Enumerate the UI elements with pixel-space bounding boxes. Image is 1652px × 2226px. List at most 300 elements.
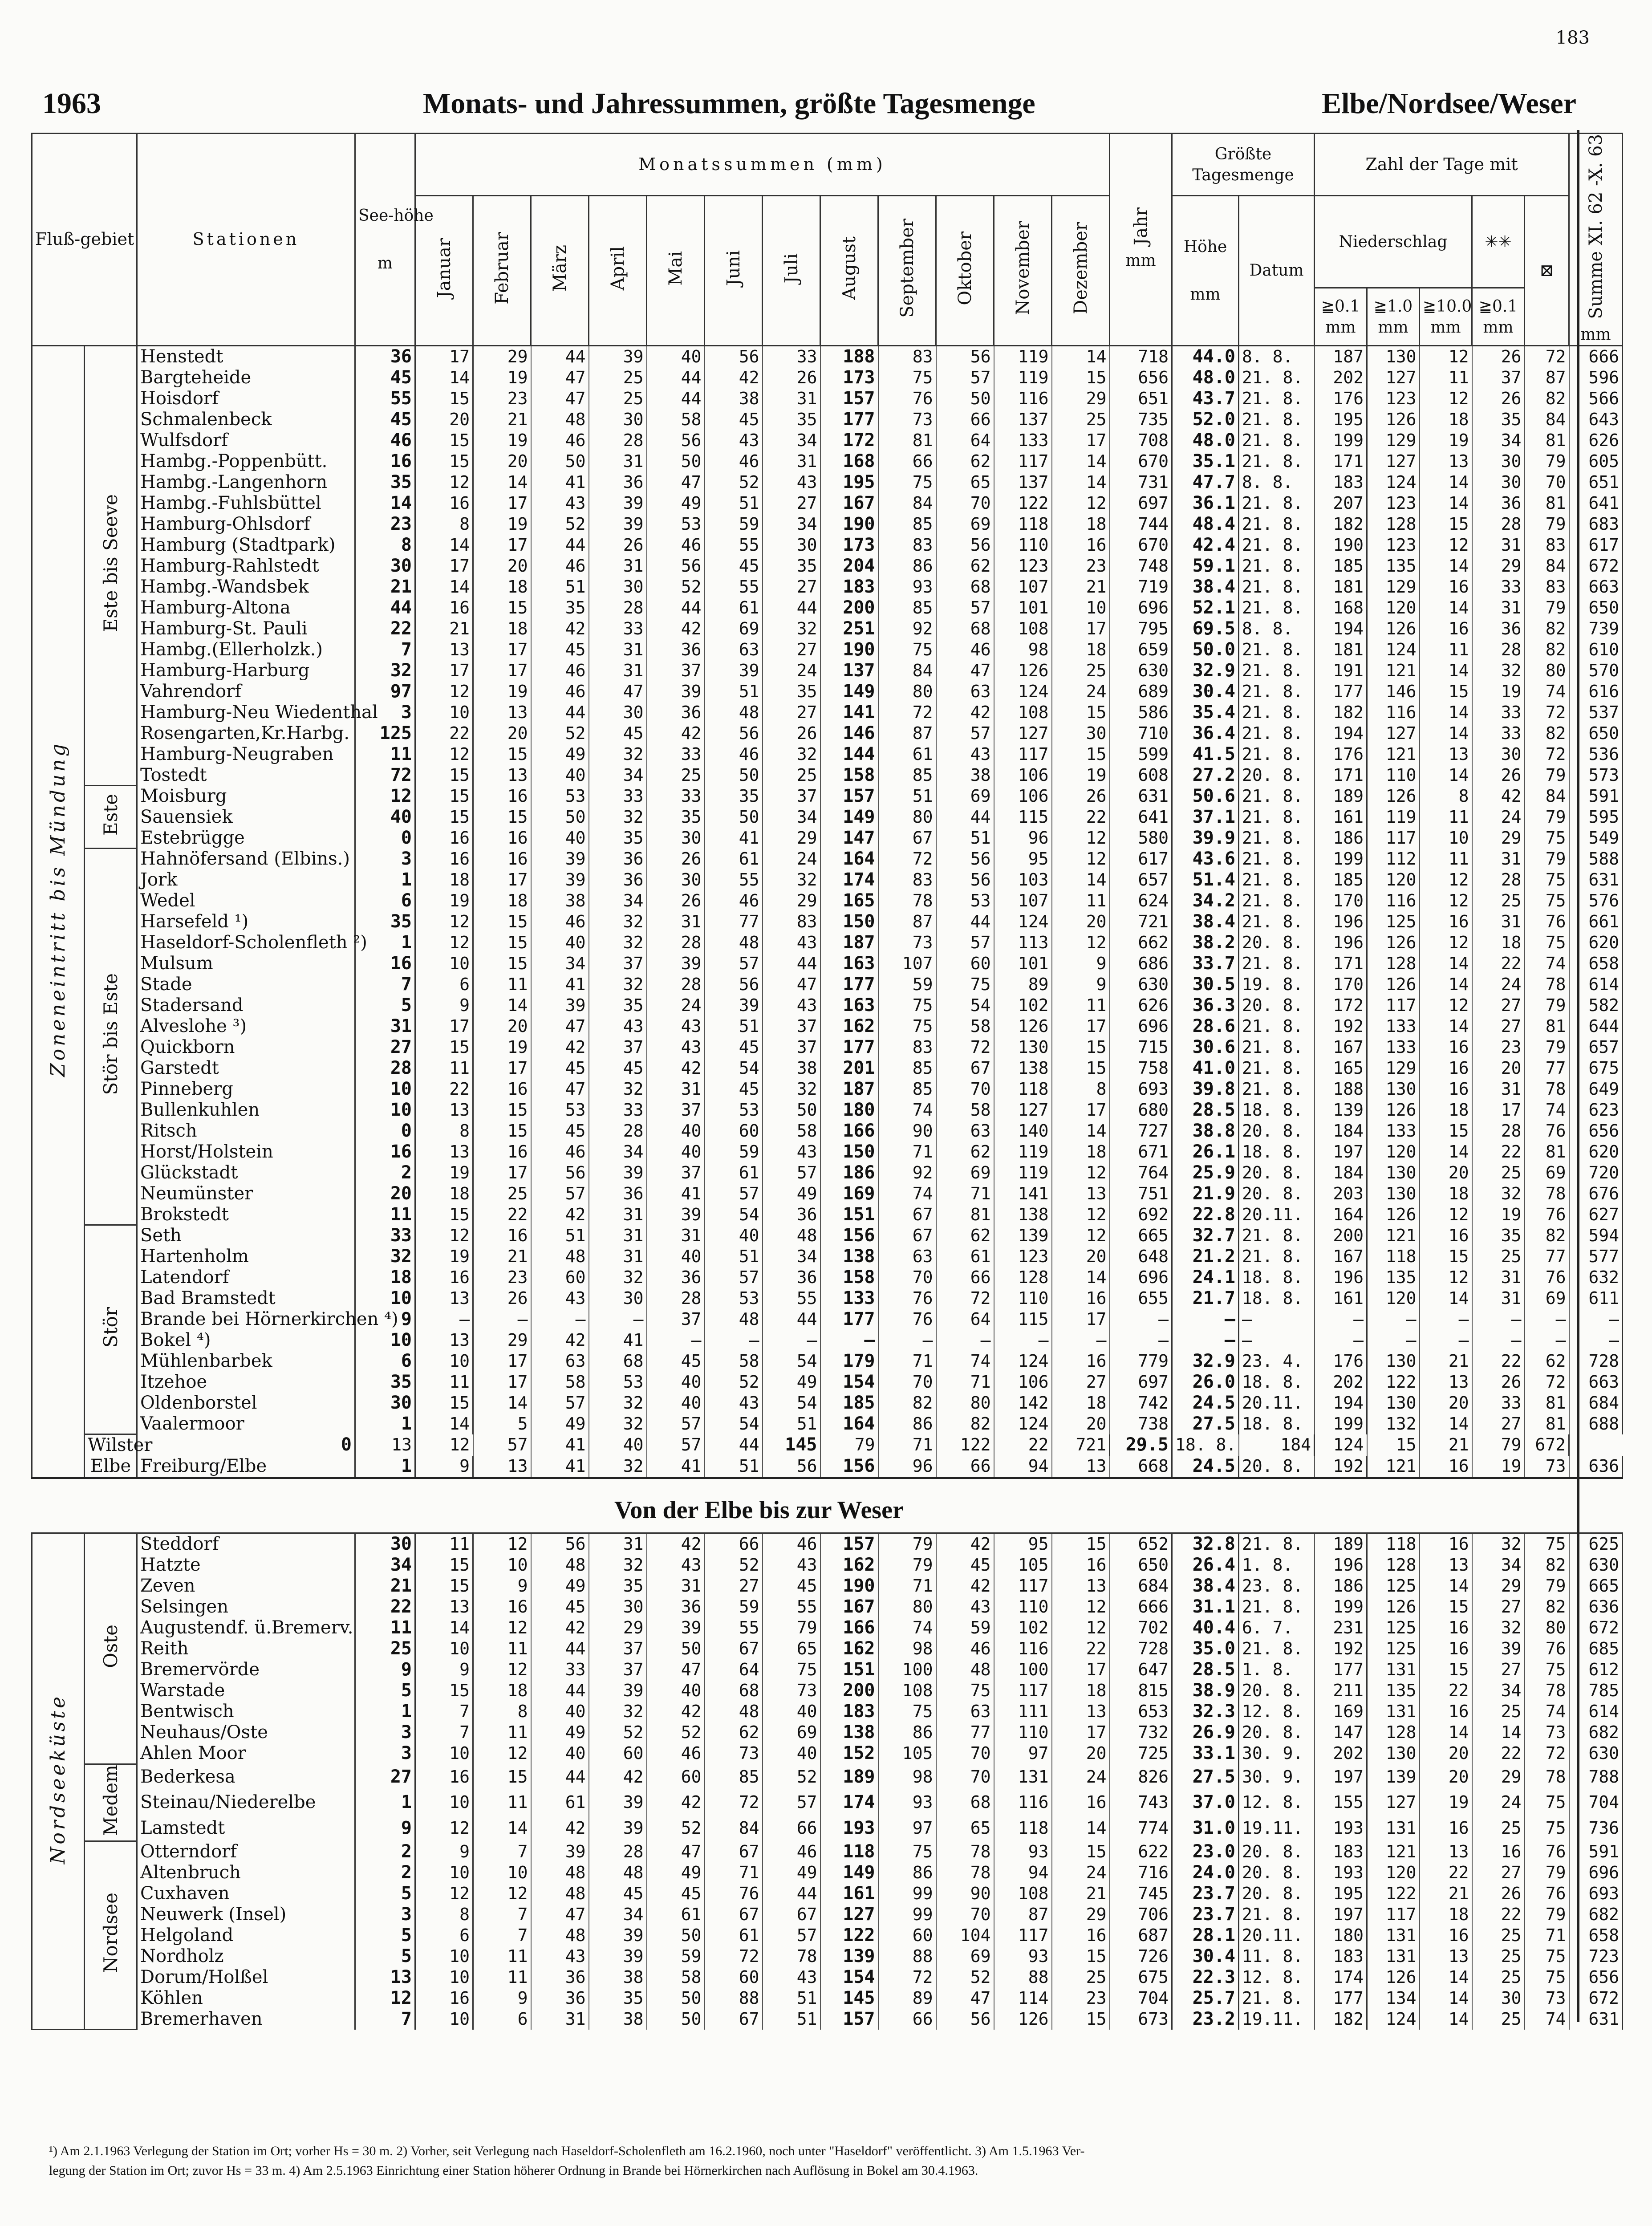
value-cell: 98 [878,1638,936,1659]
value-cell: 31 [589,556,647,577]
date-cell: 20.11. [1239,1925,1315,1946]
value-cell: 48 [705,1701,763,1722]
value-cell: 47 [936,660,994,681]
value-cell: 173 [820,535,878,556]
value-cell: 65 [936,1816,994,1841]
value-cell: 40 [647,1680,705,1701]
value-cell: 16 [1052,1555,1110,1576]
value-cell: 14 [1420,723,1472,744]
value-cell: 71 [936,1183,994,1204]
value-cell: 82 [878,1393,936,1414]
value-cell: 10 [473,1555,531,1576]
value-cell: – [1052,1330,1110,1351]
value-cell: 38.9 [1172,1680,1239,1701]
value-cell: 52.1 [1172,597,1239,618]
value-cell: 18 [1052,1393,1110,1414]
table-row [32,744,1623,765]
value-cell: 20 [1420,1162,1472,1183]
value-cell: 38 [936,765,994,786]
value-cell: 594 [1569,1225,1623,1246]
hoehe-label: Höhe [1183,237,1227,256]
value-cell: 55 [705,577,763,597]
station-name: Stadersand [137,995,355,1016]
value-cell: 128 [994,1267,1052,1288]
value-cell: 124 [994,1414,1052,1434]
value-cell: 130 [1367,1351,1420,1372]
value-cell: – [1420,1330,1472,1351]
value-cell: 61 [531,1790,589,1816]
value-cell: – [1110,1309,1172,1330]
value-cell: 29 [1052,1904,1110,1925]
value-cell: 39 [589,1946,647,1967]
value-cell: 127 [1367,451,1420,472]
station-name: Hambg.(Ellerholzk.) [137,639,355,660]
value-cell: 52 [705,472,763,493]
value-cell: 50 [647,1638,705,1659]
value-cell: 29 [763,890,820,911]
value-cell: 94 [994,1862,1052,1883]
value-cell: 11 [473,974,531,995]
date-cell: 21. 8. [1239,1533,1315,1555]
value-cell: 22 [1472,953,1525,974]
value-cell: 135 [1367,1267,1420,1288]
value-cell: 69 [936,1162,994,1183]
value-cell: 176 [1315,1351,1367,1372]
value-cell: 1 [355,932,415,953]
value-cell: 75 [878,472,936,493]
value-cell: 631 [1110,786,1172,807]
value-cell: 79 [1525,1904,1569,1925]
value-cell: 51 [531,1225,589,1246]
value-cell: 3 [355,702,415,723]
value-cell: 126 [1367,618,1420,639]
value-cell: 117 [1367,995,1420,1016]
value-cell: 24.0 [1172,1862,1239,1883]
month-label: Oktober [954,231,975,305]
value-cell: 30 [1472,1988,1525,2009]
value-cell: 8 [1052,1079,1110,1100]
col-ge100 [1420,288,1472,345]
value-cell: 131 [1367,1659,1420,1680]
value-cell: 22 [1052,807,1110,828]
value-cell: 22 [1472,1743,1525,1764]
value-cell: 28 [355,1058,415,1079]
date-cell: 21. 8. [1239,1904,1315,1925]
value-cell: 32 [589,807,647,828]
value-cell: 17 [1052,1309,1110,1330]
value-cell: 11 [415,1372,473,1393]
value-cell: 59 [936,1617,994,1638]
col-datum [1239,196,1315,346]
station-name: Hamburg-St. Pauli [137,618,355,639]
value-cell: 12 [355,1988,415,2009]
value-cell: 54 [936,995,994,1016]
value-cell: 43 [763,1141,820,1162]
table-row [32,430,1623,451]
value-cell: 33 [1472,1393,1525,1414]
value-cell: 738 [1110,1414,1172,1434]
value-cell: 59 [647,1946,705,1967]
value-cell: 26.9 [1172,1722,1239,1743]
value-cell: 12 [415,1883,473,1904]
value-cell: 14 [1420,974,1472,995]
value-cell: 2 [355,1162,415,1183]
value-cell: 77 [1525,1058,1569,1079]
value-cell: 211 [1315,1680,1367,1701]
value-cell: 52 [936,1967,994,1988]
table-row [32,1862,1623,1883]
value-cell: 17 [415,345,473,367]
value-cell: 18 [355,1267,415,1288]
value-cell: 20 [355,1183,415,1204]
date-cell: 30. 9. [1239,1743,1315,1764]
value-cell: 118 [1367,1246,1420,1267]
value-cell: 23 [1052,1988,1110,2009]
value-cell: 22 [1052,1638,1110,1659]
value-cell: 34 [589,890,647,911]
value-cell: 12 [1052,828,1110,849]
value-cell: 21 [355,577,415,597]
value-cell: 652 [1110,1533,1172,1555]
value-cell: 641 [1569,493,1623,514]
table-row [32,472,1623,493]
value-cell: 72 [936,1288,994,1309]
value-cell: 44 [531,535,589,556]
value-cell: 13 [1420,744,1472,765]
value-cell: 12 [1052,1162,1110,1183]
value-cell: 13 [415,1330,473,1351]
value-cell: 28 [1472,639,1525,660]
value-cell: 92 [878,618,936,639]
value-cell: 721 [1052,1434,1110,1456]
value-cell: 758 [1110,1058,1172,1079]
value-cell: 18 [1420,1100,1472,1121]
value-cell: 74 [1525,1701,1569,1722]
month-label: Dezember [1070,222,1091,314]
value-cell: 200 [1315,1225,1367,1246]
table-row [32,995,1623,1016]
value-cell: 110 [994,1288,1052,1309]
station-name: Neuwerk (Insel) [137,1904,355,1925]
value-cell: 62 [936,556,994,577]
value-cell: 10 [355,1330,415,1351]
station-name: Jork [137,869,355,890]
value-cell: 123 [994,1246,1052,1267]
value-cell: 123 [1367,493,1420,514]
value-cell: 15 [1420,1121,1472,1141]
value-cell: 32.9 [1172,660,1239,681]
value-cell: 162 [820,1638,878,1659]
value-cell: 25 [589,388,647,409]
value-cell: 62 [936,451,994,472]
value-cell: 106 [994,1372,1052,1393]
value-cell: 49 [531,1576,589,1596]
table-row [32,1246,1623,1267]
value-cell: 15 [473,1764,531,1790]
station-name: Harsefeld ¹) [137,911,355,932]
value-cell: 58 [705,1351,763,1372]
value-cell: 12 [473,1883,531,1904]
value-cell: 32 [589,1701,647,1722]
date-cell: 21. 8. [1239,597,1315,618]
date-cell: 20.11. [1239,1393,1315,1414]
value-cell: 20 [473,451,531,472]
value-cell: 15 [473,807,531,828]
value-cell: 14 [1420,1722,1472,1743]
table-row [32,869,1623,890]
value-cell: 25 [1472,2009,1525,2030]
station-name: Lamstedt [137,1816,355,1841]
value-cell: 23 [1052,556,1110,577]
value-cell: 24 [1472,1790,1525,1816]
value-cell: 28 [589,1841,647,1862]
value-cell: 59 [705,514,763,535]
station-name: Hambg.-Fuhlsbüttel [137,493,355,514]
threshold-label: ≧1.0 [1373,297,1413,316]
value-cell: 48 [531,1925,589,1946]
value-cell: 42 [647,1701,705,1722]
value-cell: 34 [1472,1680,1525,1701]
value-cell: 28 [647,974,705,995]
value-cell: 21 [415,618,473,639]
value-cell: 32 [763,1079,820,1100]
value-cell: 19 [1472,681,1525,702]
value-cell: 149 [820,681,878,702]
value-cell: 687 [1110,1925,1172,1946]
value-cell: 78 [936,1862,994,1883]
value-cell: 20 [473,1016,531,1037]
value-cell: 30 [589,702,647,723]
value-cell: 138 [820,1246,878,1267]
value-cell: 42 [589,1764,647,1790]
value-cell: 16 [473,786,531,807]
value-cell: 43 [531,493,589,514]
value-cell: 8 [473,1701,531,1722]
value-cell: 168 [1315,597,1367,618]
date-cell: 8. 8. [1239,618,1315,639]
value-cell: 28.5 [1172,1659,1239,1680]
value-cell: 75 [878,367,936,388]
table-row [32,890,1623,911]
value-cell: 6 [415,974,473,995]
value-cell: 668 [1110,1456,1172,1478]
station-name: Bremervörde [137,1659,355,1680]
col-zahl [1315,134,1569,196]
value-cell: 56 [936,869,994,890]
value-cell: 5 [355,1946,415,1967]
value-cell: – [1569,1330,1623,1351]
value-cell: 692 [1110,1204,1172,1225]
jahr-label: Jahr [1130,207,1151,246]
value-cell: 44 [763,597,820,618]
value-cell: 57 [473,1434,531,1456]
value-cell: 32 [763,618,820,639]
value-cell: 80 [936,1393,994,1414]
value-cell: 30 [589,1288,647,1309]
col-month-2 [473,196,531,346]
value-cell: 11 [1052,890,1110,911]
value-cell: 110 [994,1596,1052,1617]
value-cell: 193 [1315,1816,1367,1841]
value-cell: 696 [1110,1267,1172,1288]
value-cell: 121 [1367,1456,1420,1478]
value-cell: 37 [763,1016,820,1037]
value-cell: 46 [763,1533,820,1555]
value-cell: 76 [705,1883,763,1904]
river-label-cell [85,786,137,849]
value-cell: 21 [355,1576,415,1596]
value-cell: 17 [1052,618,1110,639]
value-cell: 11 [1420,849,1472,869]
value-cell: 13 [1420,1372,1472,1393]
value-cell: 53 [647,514,705,535]
value-cell: 14 [1420,597,1472,618]
value-cell: 36.3 [1172,995,1239,1016]
value-cell: 19 [473,514,531,535]
value-cell: 53 [705,1288,763,1309]
value-cell: 123 [994,556,1052,577]
station-name: Zeven [137,1576,355,1596]
station-name: Glückstadt [137,1162,355,1183]
value-cell: 15 [473,932,531,953]
value-cell: 168 [820,451,878,472]
station-name: Hambg.-Poppenbütt. [137,451,355,472]
station-name: Hambg.-Wandsbek [137,577,355,597]
value-cell: 183 [1315,1946,1367,1967]
value-cell: 157 [820,388,878,409]
value-cell: 74 [878,1100,936,1121]
value-cell: 29 [473,345,531,367]
value-cell: 133 [1367,1121,1420,1141]
value-cell: 39 [589,1925,647,1946]
value-cell: 85 [878,1058,936,1079]
station-name: Itzehoe [137,1372,355,1393]
value-cell: 204 [820,556,878,577]
value-cell: 231 [1315,1617,1367,1638]
value-cell: 69 [1525,1288,1569,1309]
value-cell: 0 [355,1121,415,1141]
value-cell: 10 [355,1079,415,1100]
value-cell: 59.1 [1172,556,1239,577]
value-cell: 32 [589,744,647,765]
month-label: Juni [723,250,744,286]
value-cell: 40 [531,1701,589,1722]
value-cell: 154 [820,1967,878,1988]
value-cell: 188 [1315,1079,1367,1100]
value-cell: 17 [1052,1016,1110,1037]
value-cell: 30 [355,556,415,577]
value-cell: 2 [355,1841,415,1862]
value-cell: 9 [415,1456,473,1478]
value-cell: 118 [994,1079,1052,1100]
value-cell: 85 [705,1764,763,1790]
value-cell: 56 [936,849,994,869]
table-row [32,1225,1623,1246]
value-cell: 127 [994,723,1052,744]
value-cell: 25 [1472,1925,1525,1946]
value-cell: 43 [763,1555,820,1576]
value-cell: 671 [1110,1141,1172,1162]
value-cell: 75 [763,1659,820,1680]
table-row [32,1393,1623,1414]
value-cell: 171 [1315,451,1367,472]
value-cell: 653 [1110,1701,1172,1722]
value-cell: 31 [589,660,647,681]
value-cell: 1 [355,869,415,890]
value-cell: – [1525,1309,1569,1330]
table-row [32,1576,1623,1596]
value-cell: 14 [1420,765,1472,786]
station-name: Neuhaus/Oste [137,1722,355,1743]
value-cell: 46 [647,1743,705,1764]
value-cell: 32 [1472,1533,1525,1555]
value-cell: 627 [1569,1204,1623,1225]
value-cell: 95 [994,849,1052,869]
table-row [32,1309,1623,1330]
value-cell: 35 [647,807,705,828]
value-cell: 63 [936,1121,994,1141]
value-cell: 51 [763,1988,820,2009]
value-cell: 199 [1315,1414,1367,1434]
value-cell: 185 [1315,556,1367,577]
value-cell: 11 [1420,367,1472,388]
value-cell: 37 [1472,367,1525,388]
summe-unit: mm [1580,325,1611,344]
value-cell: 30 [647,828,705,849]
col-month-8 [820,196,878,346]
value-cell: 595 [1569,807,1623,828]
value-cell: 93 [878,1790,936,1816]
value-cell: 195 [1315,1883,1367,1904]
value-cell: 117 [994,744,1052,765]
value-cell: 672 [1569,1617,1623,1638]
value-cell: 40 [531,828,589,849]
value-cell: 721 [1110,911,1172,932]
value-cell: 52 [647,577,705,597]
value-cell: 44 [531,1764,589,1790]
value-cell: 40 [589,1434,647,1456]
value-cell: 38 [705,388,763,409]
month-label: Februar [491,232,512,305]
value-cell: 75 [878,639,936,660]
value-cell: 182 [1315,702,1367,723]
value-cell: 51 [705,1246,763,1267]
value-cell: 9 [415,1841,473,1862]
value-cell: 93 [994,1946,1052,1967]
value-cell: 34 [531,953,589,974]
value-cell: 14 [1052,869,1110,890]
value-cell: 145 [763,1434,820,1456]
value-cell: 126 [994,2009,1052,2030]
value-cell: 82 [1525,723,1569,744]
date-cell: 18. 8. [1239,1267,1315,1288]
value-cell: 17 [415,556,473,577]
value-cell: 36 [1472,493,1525,514]
value-cell: 45 [705,1037,763,1058]
value-cell: 18 [1420,409,1472,430]
value-cell: 77 [936,1722,994,1743]
value-cell: 171 [1315,953,1367,974]
value-cell: 725 [1110,1743,1172,1764]
value-cell: 31.1 [1172,1596,1239,1617]
value-cell: 34 [763,807,820,828]
value-cell: 86 [878,1722,936,1743]
value-cell: 196 [1315,1267,1367,1288]
value-cell: 173 [820,367,878,388]
value-cell: 167 [1315,1246,1367,1267]
value-cell: – [1472,1330,1525,1351]
month-label: November [1012,221,1033,316]
